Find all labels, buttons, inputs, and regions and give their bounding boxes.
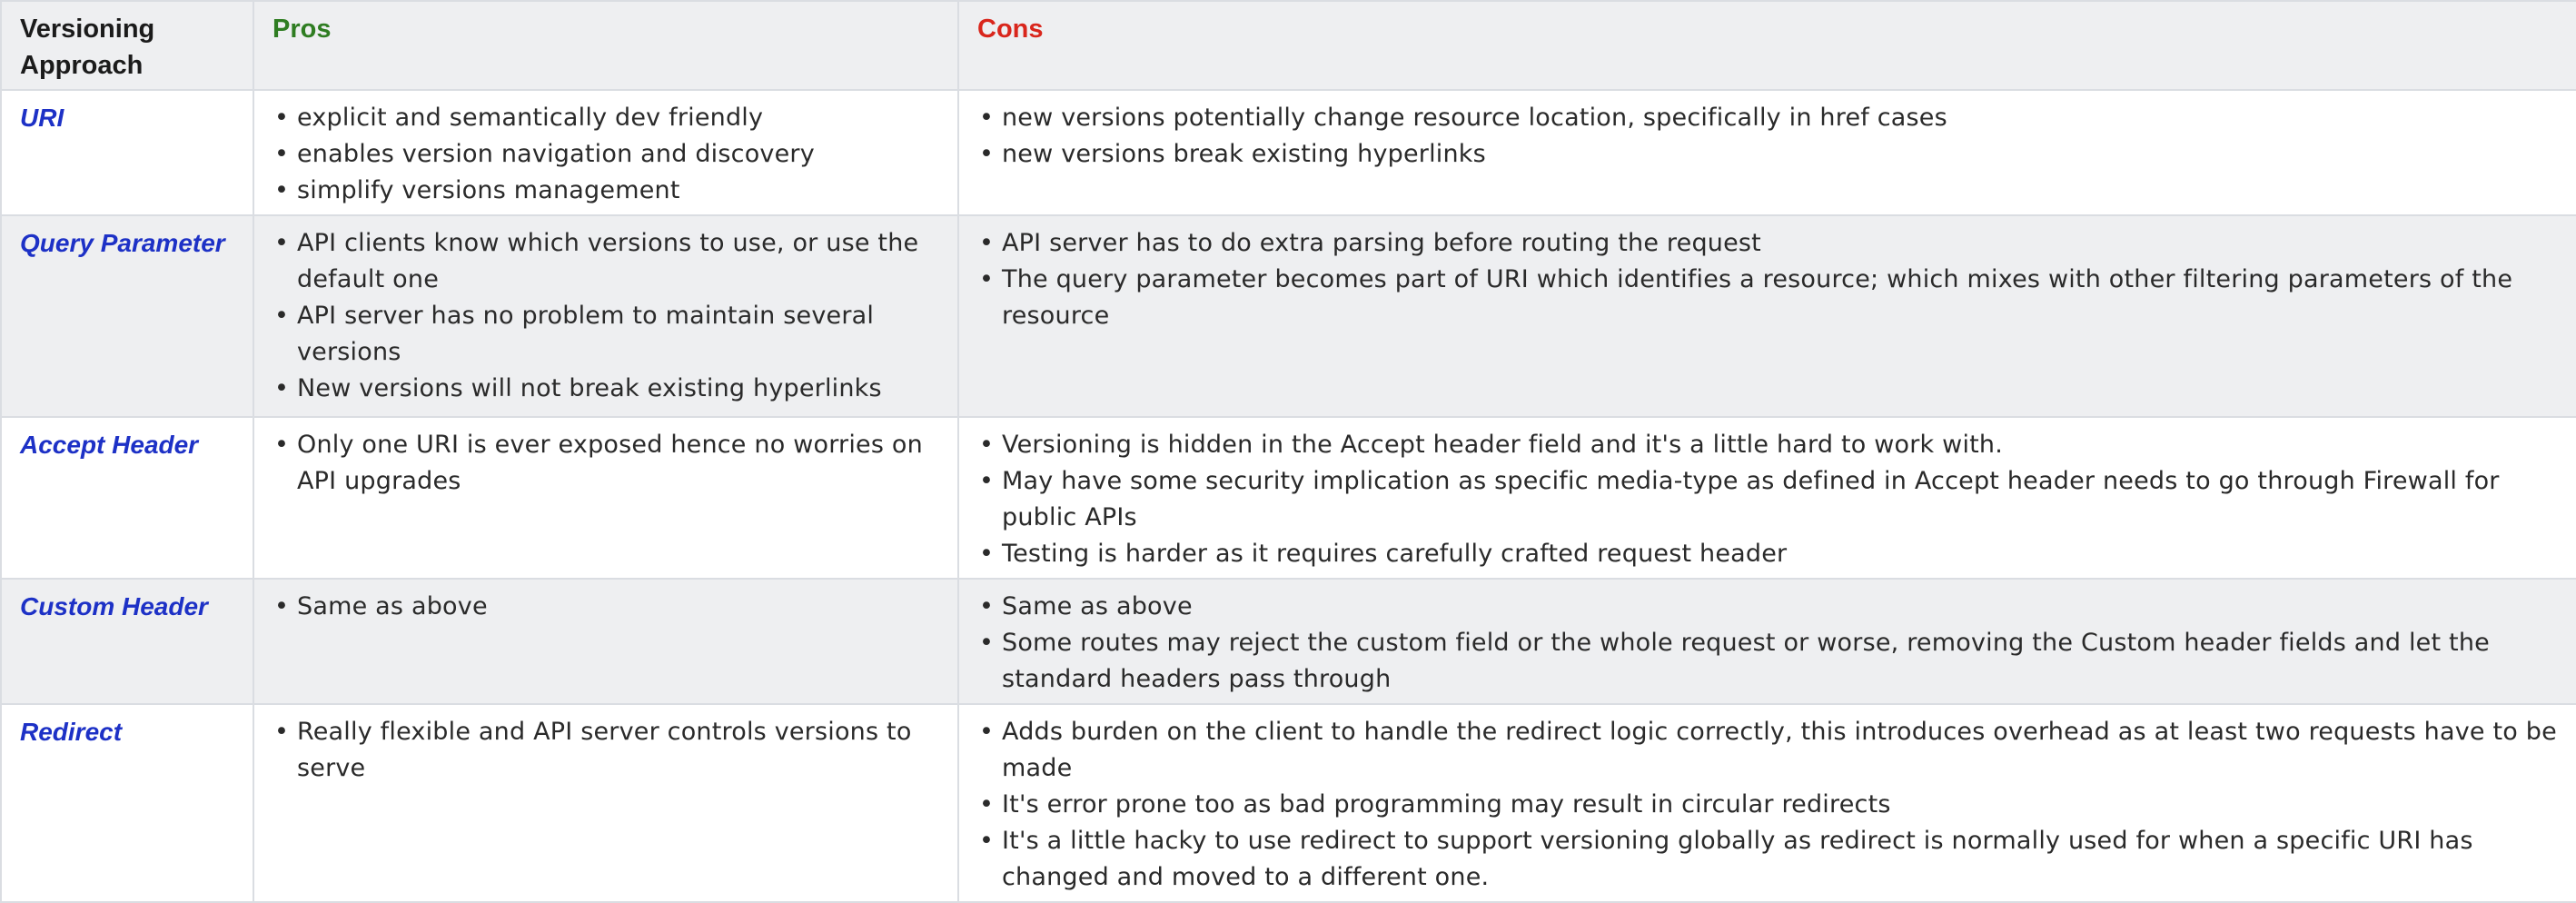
cons-item: • It's a little hacky to use redirect to support versioning globally as redirect is normally used for when a specific URI has changed and moved to a different one. [977, 823, 2560, 896]
cons-item: • API server has to do extra parsing before routing the request [977, 225, 2560, 262]
approach-cell: Query Parameter [1, 215, 253, 417]
cons-list [977, 589, 2560, 698]
table-row-uri [1, 90, 2576, 215]
pros-item: • explicit and semantically dev friendly [272, 100, 941, 136]
header-cons: Cons [958, 1, 2576, 90]
cons-cell [958, 417, 2576, 579]
cons-item: • Same as above [977, 589, 2560, 625]
cons-cell [958, 215, 2576, 417]
table-row-accept-header [1, 417, 2576, 579]
pros-cell [253, 90, 958, 215]
cons-list [977, 427, 2560, 572]
pros-item: • API server has no problem to maintain several versions [272, 298, 941, 371]
approach-cell: Accept Header [1, 417, 253, 579]
pros-item: • simplify versions management [272, 173, 941, 209]
table-row-custom-header [1, 579, 2576, 704]
pros-list [272, 225, 941, 407]
cons-item: • Testing is harder as it requires carefully crafted request header [977, 536, 2560, 572]
cons-item: • Adds burden on the client to handle the redirect logic correctly, this introduces overhead as at least two requests have to be made [977, 714, 2560, 787]
cons-list [977, 100, 2560, 173]
header-row [1, 1, 2576, 90]
header-pros: Pros [253, 1, 958, 90]
approach-cell: URI [1, 90, 253, 215]
pros-item: • Same as above [272, 589, 941, 625]
pros-cell [253, 215, 958, 417]
cons-cell [958, 90, 2576, 215]
pros-list [272, 100, 941, 209]
approach-cell: Custom Header [1, 579, 253, 704]
pros-cell [253, 579, 958, 704]
pros-item: • Only one URI is ever exposed hence no worries on API upgrades [272, 427, 941, 500]
pros-item: • API clients know which versions to use, or use the default one [272, 225, 941, 298]
pros-list [272, 714, 941, 787]
pros-list [272, 427, 941, 500]
cons-item: • new versions potentially change resource location, specifically in href cases [977, 100, 2560, 136]
cons-item: • Some routes may reject the custom field or the whole request or worse, removing the Custom header fields and let the standard headers pass through [977, 625, 2560, 698]
cons-cell [958, 704, 2576, 902]
header-versioning-approach: Versioning Approach [1, 1, 253, 90]
pros-item: • Really flexible and API server controls versions to serve [272, 714, 941, 787]
cons-item: • Versioning is hidden in the Accept header field and it's a little hard to work with. [977, 427, 2560, 463]
cons-list [977, 714, 2560, 896]
cons-item: • new versions break existing hyperlinks [977, 136, 2560, 173]
pros-item: • New versions will not break existing hyperlinks [272, 371, 941, 407]
table-row-redirect [1, 704, 2576, 902]
pros-item: • enables version navigation and discovery [272, 136, 941, 173]
pros-list [272, 589, 941, 625]
cons-item: • The query parameter becomes part of URI which identifies a resource; which mixes with other filtering parameters of the resource [977, 262, 2560, 334]
cons-item: • It's error prone too as bad programming may result in circular redirects [977, 787, 2560, 823]
cons-list [977, 225, 2560, 334]
cons-cell [958, 579, 2576, 704]
table-row-query-parameter [1, 215, 2576, 417]
pros-cell [253, 704, 958, 902]
approach-cell: Redirect [1, 704, 253, 902]
cons-item: • May have some security implication as specific media-type as defined in Accept header needs to go through Firewall for public APIs [977, 463, 2560, 536]
pros-cell [253, 417, 958, 579]
